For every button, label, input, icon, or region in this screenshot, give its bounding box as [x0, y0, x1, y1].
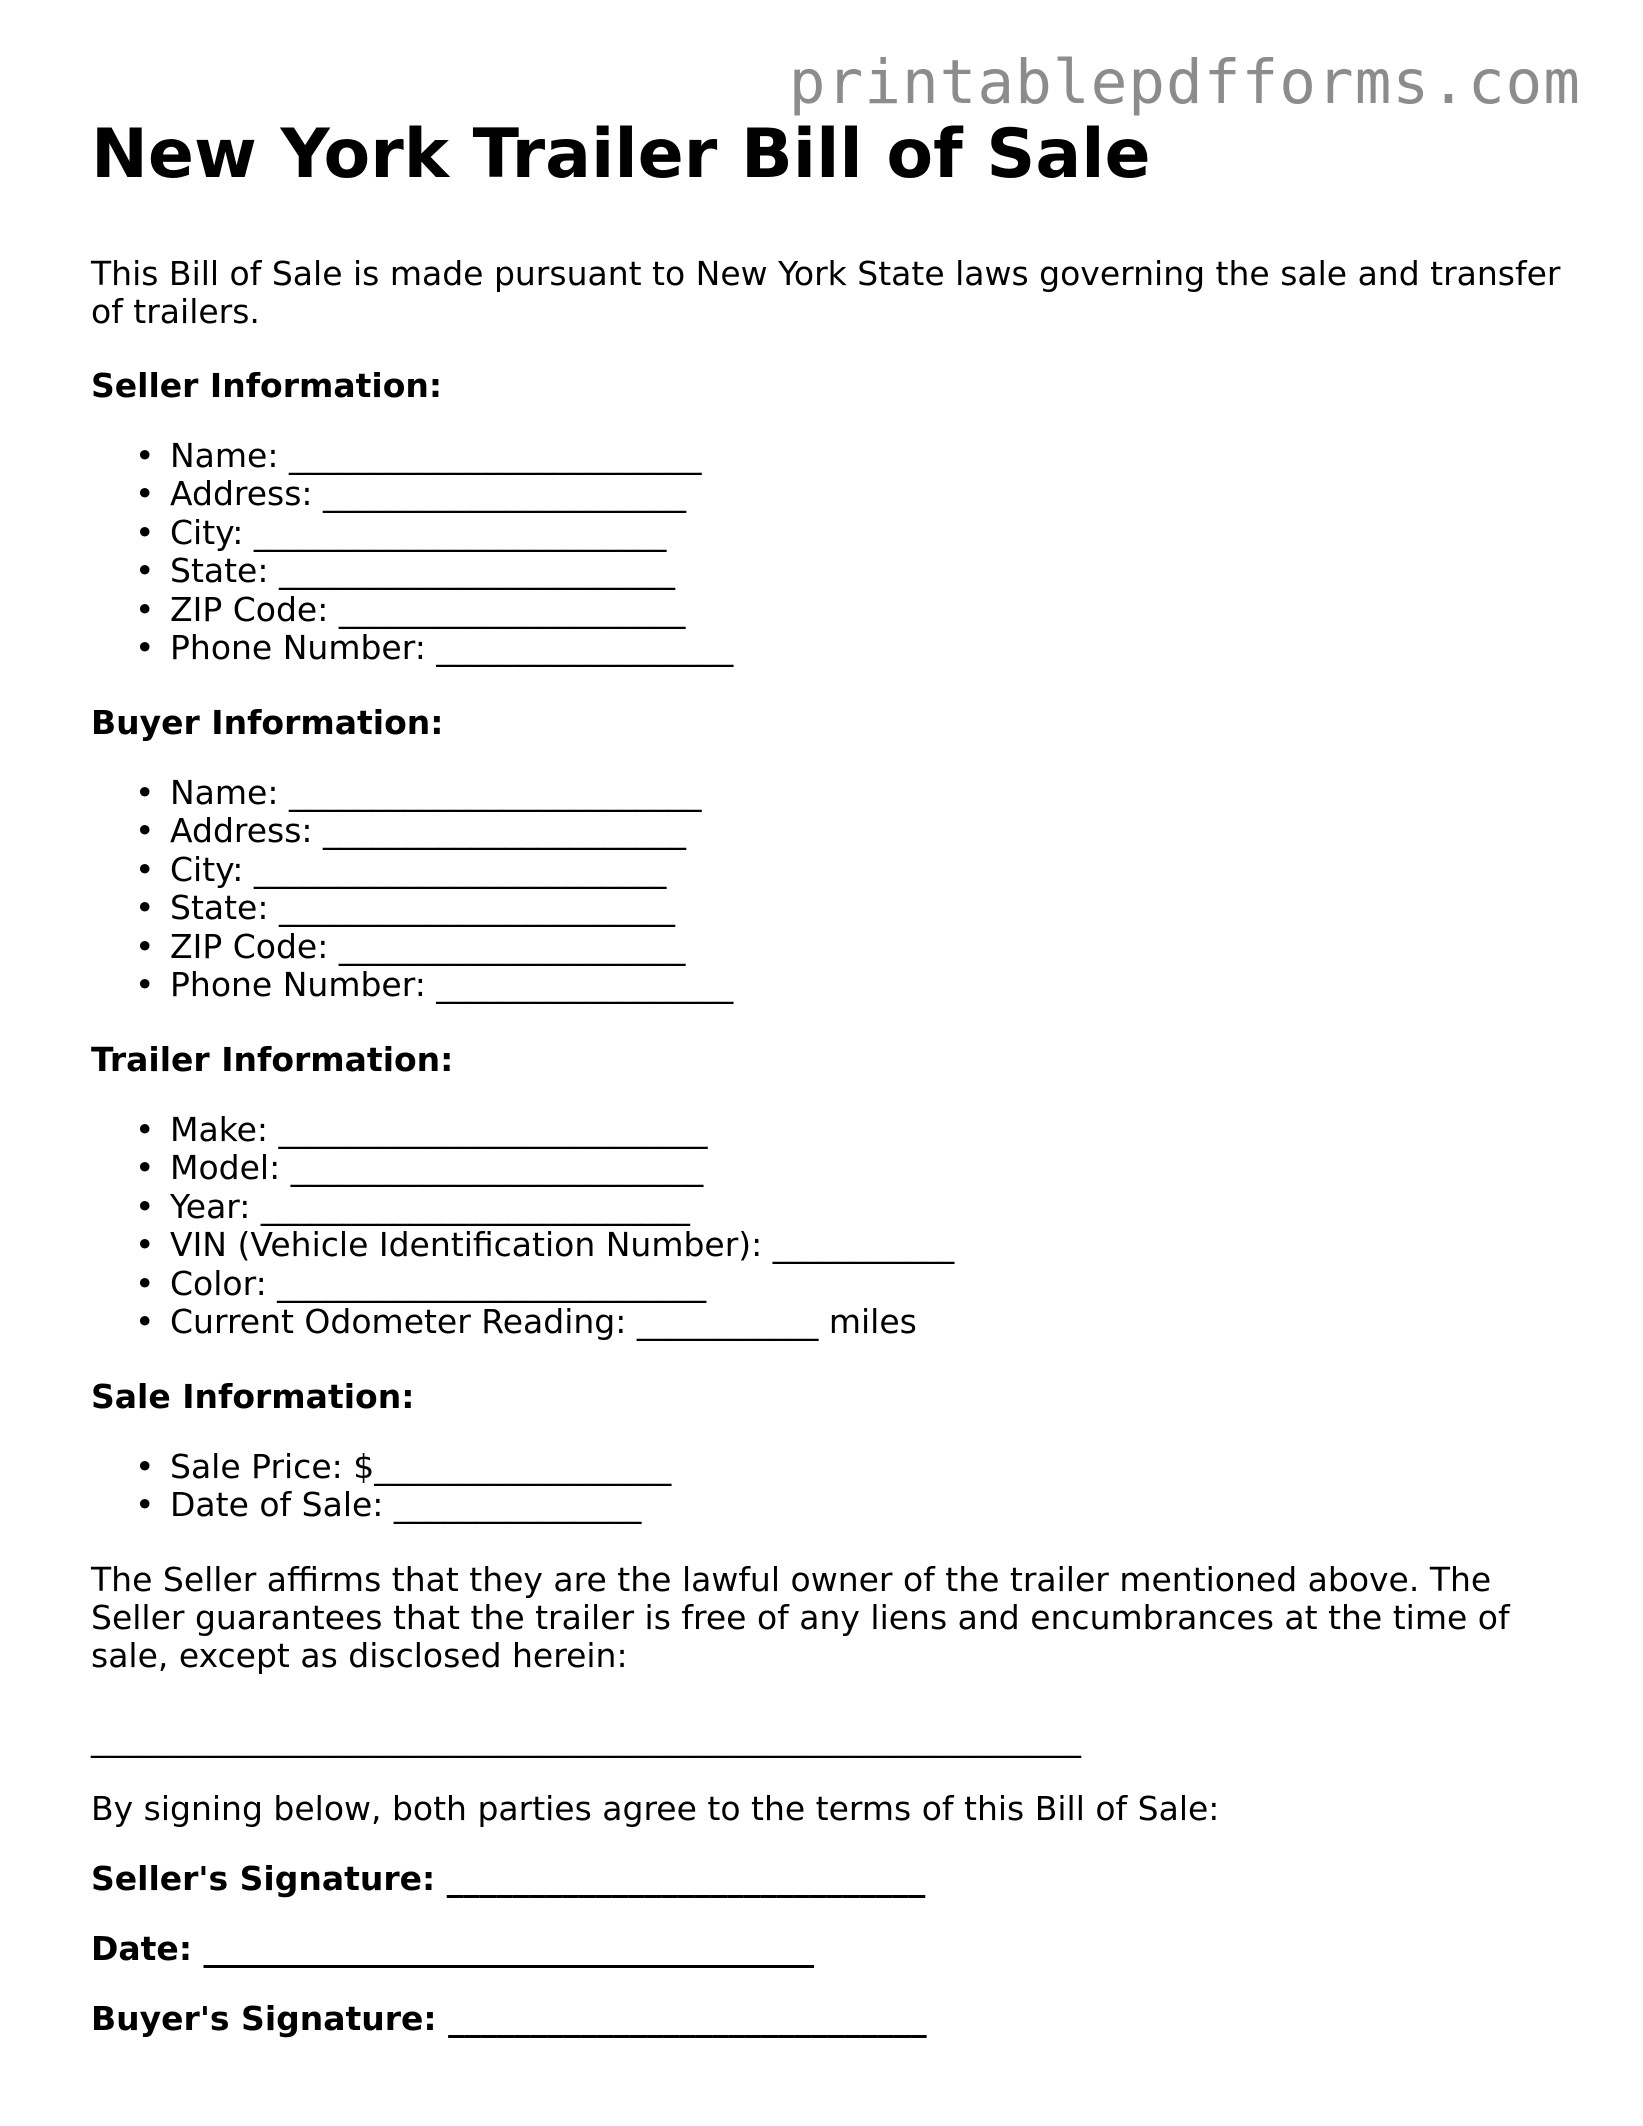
document-page	[91, 115, 1561, 2038]
sale-heading: Sale Information:	[91, 1376, 415, 1416]
agreement-paragraph: By signing below, both parties agree to the terms of this Bill of Sale:	[91, 1788, 1220, 1828]
trailer-vin-field: • VIN (Vehicle Identification Number): ___________	[170, 1226, 1561, 1265]
seller-heading: Seller Information:	[91, 365, 443, 405]
sale-fields-list	[91, 1448, 1561, 1525]
seller-phone-field: • Phone Number: __________________	[170, 629, 1561, 668]
trailer-odometer-field: • Current Odometer Reading: ___________ miles	[170, 1303, 1561, 1342]
buyer-address-field: • Address: ______________________	[170, 812, 1561, 851]
affirmation-paragraph: The Seller affirms that they are the lawful owner of the trailer mentioned above. The Seller guarantees that the trailer is free of any liens and encumbrances at the time of sale, except as disclosed herein:	[91, 1559, 1510, 1675]
seller-state-field: • State: ________________________	[170, 552, 1561, 591]
seller-signature-field: Seller's Signature: _____________________________	[91, 1858, 926, 1898]
buyer-fields-list	[91, 774, 1561, 1005]
intro-paragraph: This Bill of Sale is made pursuant to New York State laws governing the sale and transfer of trailers.	[91, 253, 1561, 331]
buyer-zip-field: • ZIP Code: _____________________	[170, 928, 1561, 967]
seller-city-field: • City: _________________________	[170, 514, 1561, 553]
trailer-model-field: • Model: _________________________	[170, 1149, 1561, 1188]
buyer-city-field: • City: _________________________	[170, 851, 1561, 890]
buyer-heading: Buyer Information:	[91, 702, 444, 742]
seller-name-field: • Name: _________________________	[170, 437, 1561, 476]
trailer-fields-list	[91, 1111, 1561, 1342]
watermark: printablepdfforms.com	[788, 47, 1581, 118]
buyer-state-field: • State: ________________________	[170, 889, 1561, 928]
signature-date-field: Date: _____________________________________	[91, 1928, 815, 1968]
trailer-year-field: • Year: __________________________	[170, 1188, 1561, 1227]
seller-address-field: • Address: ______________________	[170, 475, 1561, 514]
seller-zip-field: • ZIP Code: _____________________	[170, 591, 1561, 630]
sale-date-field: • Date of Sale: _______________	[170, 1486, 1561, 1525]
seller-fields-list	[91, 437, 1561, 668]
trailer-make-field: • Make: __________________________	[170, 1111, 1561, 1150]
buyer-signature-field: Buyer's Signature: _____________________________	[91, 1998, 927, 2038]
sale-price-field: • Sale Price: $__________________	[170, 1448, 1561, 1487]
buyer-name-field: • Name: _________________________	[170, 774, 1561, 813]
document-title: New York Trailer Bill of Sale	[91, 115, 1151, 194]
disclosure-blank-line: ____________________________________________________________	[91, 1718, 1081, 1758]
trailer-color-field: • Color: __________________________	[170, 1265, 1561, 1304]
buyer-phone-field: • Phone Number: __________________	[170, 966, 1561, 1005]
trailer-heading: Trailer Information:	[91, 1039, 454, 1079]
